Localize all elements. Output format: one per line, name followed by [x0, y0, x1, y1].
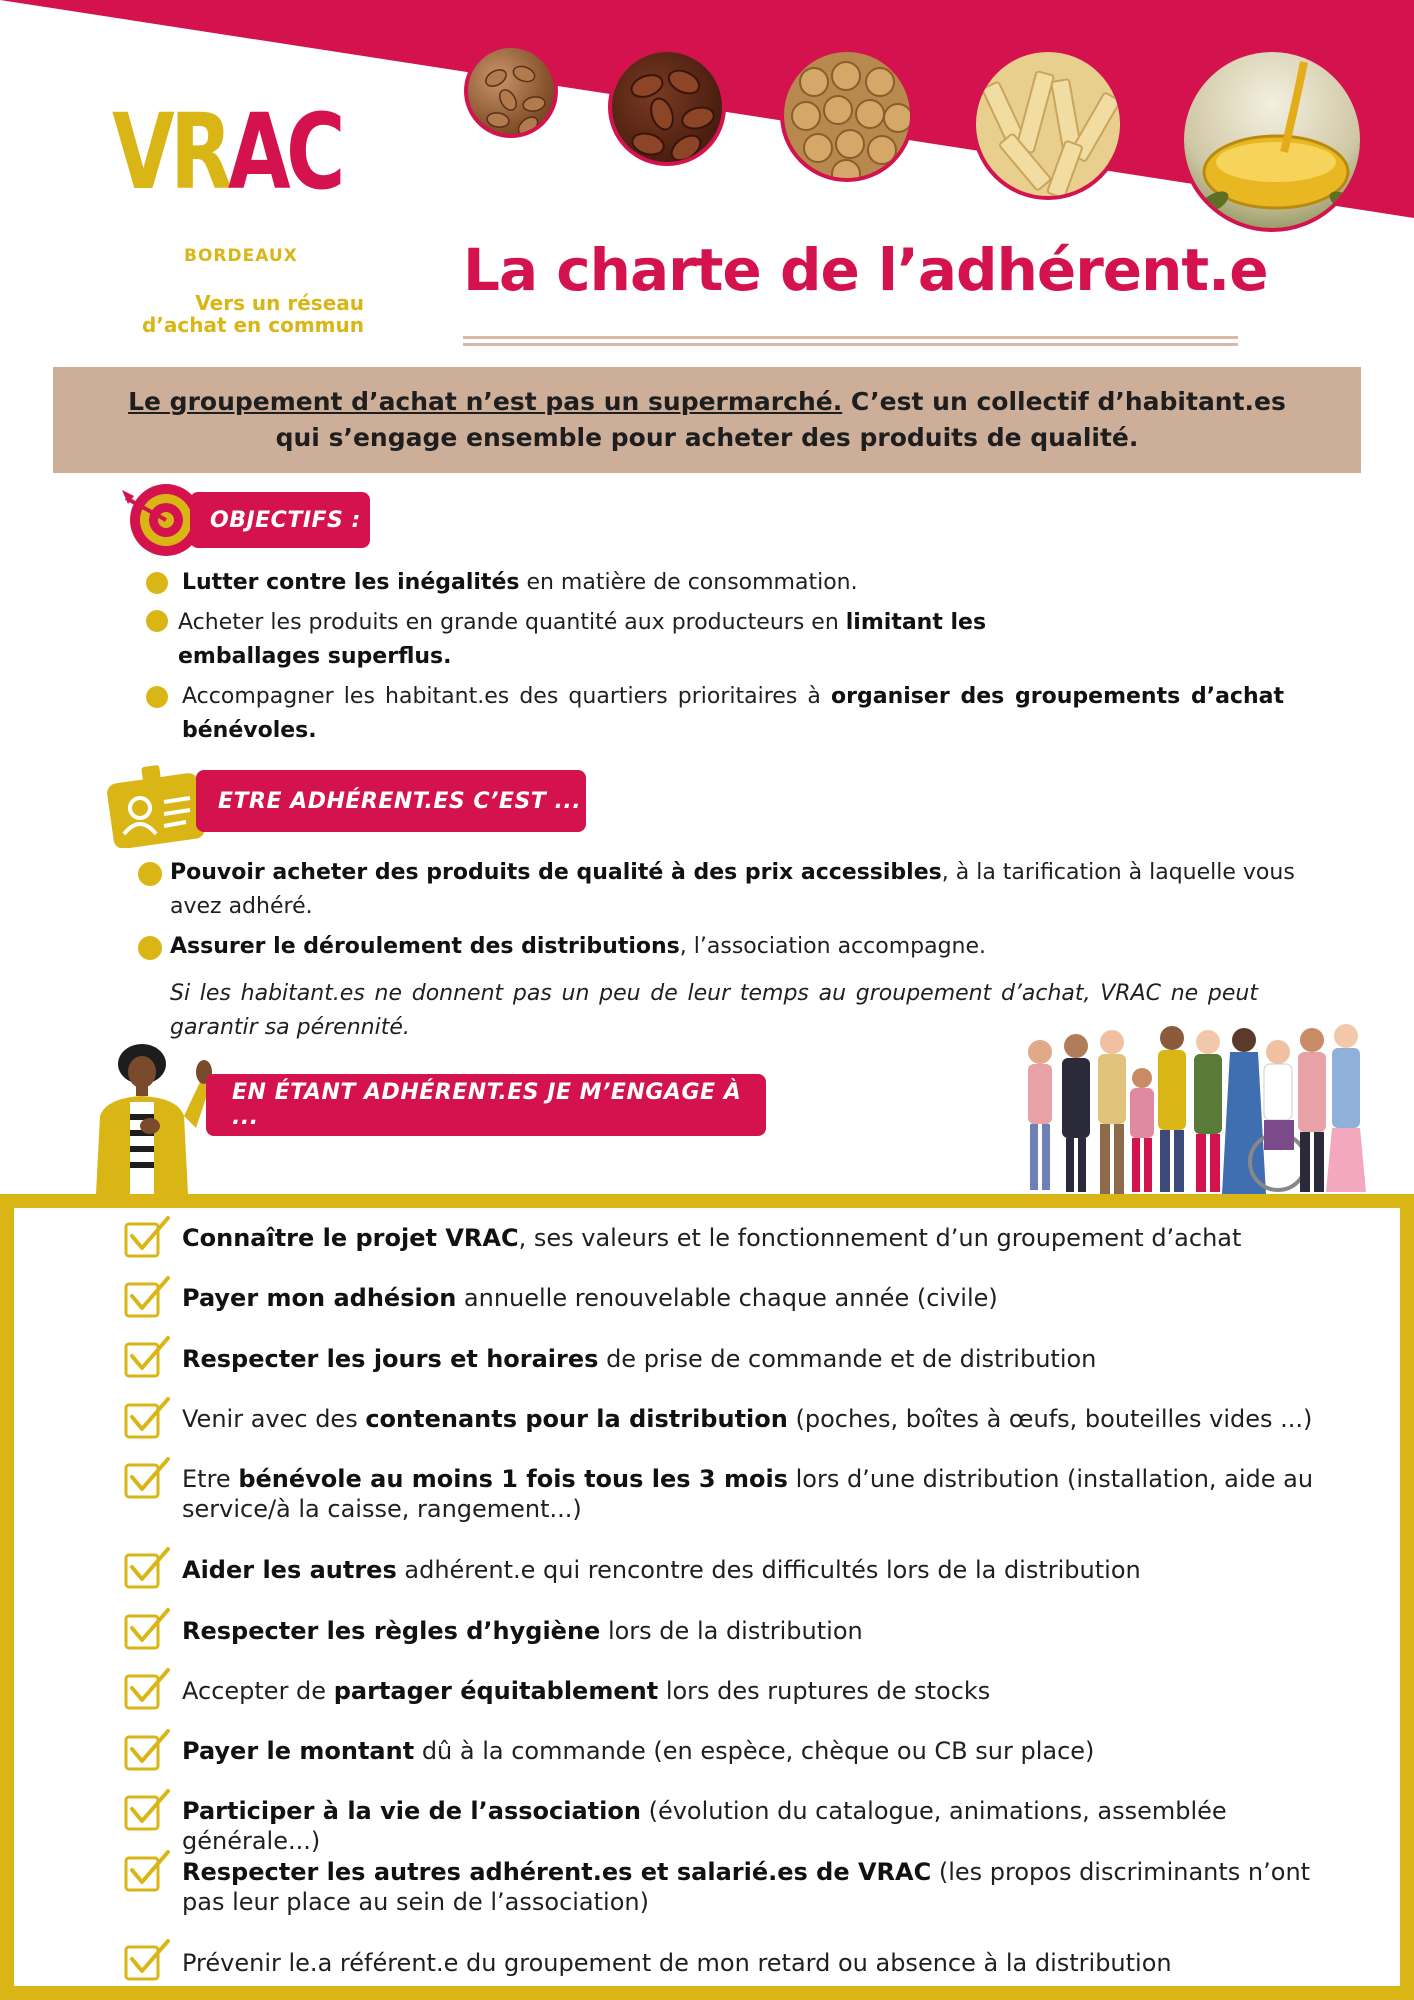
membership-heading: ETRE ADHÉRENT.ES C’EST ...: [196, 770, 586, 832]
commitment-item-7: Respecter les règles d’hygiène lors de la distribution: [182, 1617, 863, 1645]
membership-item-2: Assurer le déroulement des distributions, l’association accompagne.: [170, 934, 987, 959]
membership-note: Si les habitant.es ne donnent pas un peu de leur temps au groupement d’achat, VRAC ne peut garantir sa pérennité.: [170, 981, 1258, 1040]
logo-letters-ac: AC: [227, 91, 341, 213]
commitment-item-6: Aider les autres adhérent.e qui rencontre des difficultés lors de la distribution: [182, 1556, 1141, 1584]
checkbox-icon: [124, 1729, 170, 1771]
checkbox-icon: [124, 1397, 170, 1439]
checkbox-icon: [124, 1547, 170, 1589]
intro-rest: C’est un collectif d’habitant.es qui s’engage ensemble pour acheter des produits de qualité.: [275, 387, 1286, 452]
checkbox-icon: [124, 1216, 170, 1258]
objective-item-1: Lutter contre les inégalités en matière de consommation.: [182, 570, 858, 595]
bullet-dot: [146, 686, 168, 708]
title-divider-bottom: [463, 343, 1238, 346]
checkbox-icon: [124, 1336, 170, 1378]
commitment-item-10: Participer à la vie de l’association (évolution du catalogue, animations, assemblée générale...): [182, 1797, 1227, 1855]
tagline-line-1: Vers un réseau: [195, 291, 364, 315]
logo-letters-vr: VR: [112, 91, 228, 213]
commitment-item-1: Connaître le projet VRAC, ses valeurs et le fonctionnement d’un groupement d’achat: [182, 1224, 1242, 1252]
bullet-dot: [146, 610, 168, 632]
food-photo-chickpeas: [780, 48, 914, 182]
commitment-item-3: Respecter les jours et horaires de prise de commande et de distribution: [182, 1345, 1097, 1373]
checkbox-icon: [124, 1668, 170, 1710]
commitment-item-2: Payer mon adhésion annuelle renouvelable chaque année (civile): [182, 1284, 998, 1312]
objectives-heading: OBJECTIFS :: [190, 492, 370, 548]
intro-text: [127, 384, 1287, 456]
commitment-item-12: Prévenir le.a référent.e du groupement de mon retard ou absence à la distribution: [182, 1949, 1172, 1977]
food-photo-pasta: [972, 48, 1124, 200]
title-divider-top: [463, 336, 1238, 339]
checkbox-icon: [124, 1850, 170, 1892]
tagline-line-2: d’achat en commun: [141, 313, 364, 337]
logo-wordmark: [112, 91, 341, 213]
id-badge-icon: [106, 764, 206, 848]
intro-underlined: Le groupement d’achat n’est pas un supermarché.: [128, 387, 843, 416]
woman-illustration: [86, 1042, 216, 1194]
food-photo-olive-oil: [1180, 48, 1364, 232]
bullet-dot: [138, 862, 162, 886]
commitment-item-4: Venir avec des contenants pour la distribution (poches, boîtes à œufs, bouteilles vides ...): [182, 1405, 1313, 1433]
logo-tagline: [112, 292, 364, 336]
commitment-item-5: Etre bénévole au moins 1 fois tous les 3 mois lors d’une distribution (installation, aide au service/à la caisse, rangement...): [182, 1465, 1314, 1523]
bullet-dot: [146, 572, 168, 594]
commitments-heading: EN ÉTANT ADHÉRENT.ES JE M’ENGAGE À ...: [206, 1074, 766, 1136]
vrac-logo: [112, 91, 372, 337]
bullet-dot: [138, 936, 162, 960]
commitment-item-8: Accepter de partager équitablement lors des ruptures de stocks: [182, 1677, 991, 1705]
checkbox-icon: [124, 1789, 170, 1831]
intro-banner: [53, 367, 1361, 473]
food-photo-dates: [608, 48, 726, 166]
objective-item-2: Acheter les produits en grande quantité aux producteurs en limitant les emballages superflus.: [178, 610, 987, 669]
commitment-item-11: Respecter les autres adhérent.es et salarié.es de VRAC (les propos discriminants n’ont pas leur place au sein de l’association): [182, 1858, 1311, 1916]
food-photo-almonds: [464, 44, 558, 138]
crowd-illustration: [1016, 1012, 1376, 1200]
membership-item-1: Pouvoir acheter des produits de qualité à des prix accessibles, à la tarification à laquelle vous avez adhéré.: [170, 860, 1295, 919]
page-title: La charte de l’adhérent.e: [463, 236, 1268, 304]
checkbox-icon: [124, 1276, 170, 1318]
checkbox-icon: [124, 1608, 170, 1650]
objective-item-3: Accompagner les habitant.es des quartiers prioritaires à organiser des groupements d’achat bénévoles.: [182, 684, 1284, 743]
checkbox-icon: [124, 1939, 170, 1981]
checkbox-icon: [124, 1457, 170, 1499]
commitment-item-9: Payer le montant dû à la commande (en espèce, chèque ou CB sur place): [182, 1737, 1095, 1765]
logo-city: BORDEAUX: [184, 246, 298, 266]
